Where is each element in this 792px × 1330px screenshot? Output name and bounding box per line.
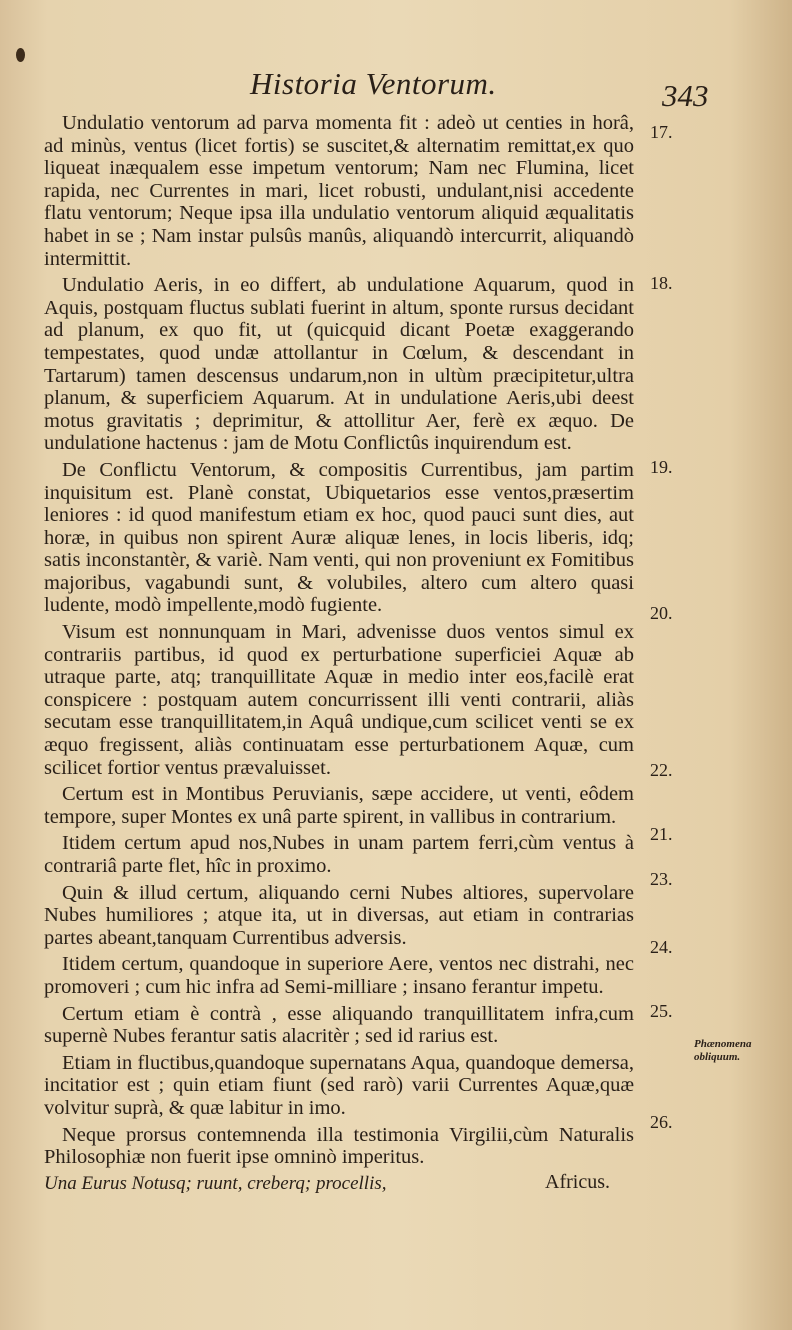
- margin-number-19: 19.: [650, 457, 673, 477]
- paragraph-italic: Etiam in fluctibus,quandoque supernatans Aqua, quandoque demersa, incitatior est ; quin etiam fiunt (sed rarò) varii Currentes Aquæ,quæ volvitur suprà, & quæ labitur in imo.: [44, 1051, 634, 1119]
- paragraph-24: Itidem certum, quandoque in superiore Aere, ventos nec distrahi, nec promoveri ; cum hic infra ad Semi-milliare ; insano ferantur impetu.: [44, 953, 634, 998]
- margin-number-20: 20.: [650, 603, 673, 623]
- ink-stain: [16, 48, 25, 62]
- margin-number-18: 18.: [650, 273, 673, 293]
- running-title: Historia Ventorum.: [250, 66, 497, 101]
- paragraph-26: Neque prorsus contemnenda illa testimonia Virgilii,cùm Naturalis Philosophiæ non fuerit ipse omninò imperitus.: [44, 1123, 634, 1169]
- paragraph-23: Quin & illud certum, aliquando cerni Nubes altiores, supervolare Nubes humiliores ; atque ita, ut in diversas, aut etiam in contrarias partes abeant,tanquam Currentibus adversis.: [44, 881, 634, 949]
- text-body: [44, 112, 634, 1195]
- margin-number-26: 26.: [650, 1112, 673, 1132]
- paragraph-20: Visum est nonnunquam in Mari, advenisse duos ventos simul ex contrariis partibus, id quod ex perturbatione superficiei Aquæ ab utraque parte, atq; tranquillitate Aquæ in medio inter eos,facilè erat conspicere : postquam autem concurrissent illi venti contrarii, aliàs secutam esse tranquillitatem,in Aquâ undique,cum scilicet venti se ex æquo fregissent, aliàs continuatam esse perturbationem Aquæ, cum scilicet fortior ventus prævaluisset.: [44, 621, 634, 779]
- margin-number-22: 22.: [650, 760, 673, 780]
- page-number: 343: [662, 78, 709, 113]
- margin-number-21: 21.: [650, 824, 673, 844]
- margin-number-25: 25.: [650, 1001, 673, 1021]
- paragraph-25: Certum etiam è contrà , esse aliquando tranquillitatem infra,cum supernè Nubes ferantur satis alacritèr ; sed id rarius est.: [44, 1002, 634, 1048]
- side-note: Phænomena obliquum.: [694, 1038, 752, 1063]
- margin-number-24: 24.: [650, 937, 673, 957]
- paragraph-21: Itidem certum apud nos,Nubes in unam partem ferri,cùm ventus à contrariâ parte flet, hîc in proximo.: [44, 832, 634, 877]
- margin-number-23: 23.: [650, 869, 673, 889]
- catchword: Africus.: [545, 1171, 610, 1193]
- paragraph-22: Certum est in Montibus Peruvianis, sæpe accidere, ut venti, eôdem tempore, super Montes ex unâ parte spirent, in vallibus in contrarium.: [44, 783, 634, 828]
- paragraph-18: Undulatio Aeris, in eo differt, ab undulatione Aquarum, quod in Aquis, postquam fluctus sublati fuerint in altum, sponte rursus decidant ad planum, ex quo fit, ut (quicquid dicant Poetæ exaggerando tempestates, quod undæ attollantur in Cœlum, & descendant in Tartarum) tamen descensus undarum,non in ultùm præcipitetur,ultra planum, & superficiem Aquarum. At in undulatione Aeris,ubi deest motus gravitatis ; deprimitur, & attollitur Aer, ferè ex æquo. De undulatione hactenus : jam de Motu Conflictûs inquirendum est.: [44, 274, 634, 455]
- margin-number-17: 17.: [650, 122, 673, 142]
- paragraph-19: De Conflictu Ventorum, & compositis Currentibus, jam partim inquisitum est. Planè constat, Ubiquetarios esse ventos,præsertim leniores : id quod manifestum etiam ex hoc, quod pauci sunt dies, aut horæ, in quibus non spirent Auræ aliquæ lenes, in locis liberis, idq; satis inconstantèr, & variè. Nam venti, qui non proveniunt ex Fomitibus majoribus, vagabundi sunt, & volubiles, altero cum altero quasi ludente, modò impellente,modò fugiente.: [44, 458, 634, 617]
- paragraph-17: Undulatio ventorum ad parva momenta fit : adeò ut centies in horâ, ad minùs, ventus (licet fortis) se suscitet,& alternatim remittat,ex quo liqueat inæqualem esse impetum ventorum; Nam nec Flumina, licet rapida, nec Currentes in mari, licet robusti, undulant,nisi accedente flatu ventorum; Neque ipsa illa undulatio ventorum aliquid æqualitatis habet in se ; Nam instar pulsûs manûs, aliquandò intercurrit, aliquandò intermittit.: [44, 112, 634, 270]
- verse-line: Una Eurus Notusq; ruunt, creberq; procellis,: [44, 1172, 387, 1194]
